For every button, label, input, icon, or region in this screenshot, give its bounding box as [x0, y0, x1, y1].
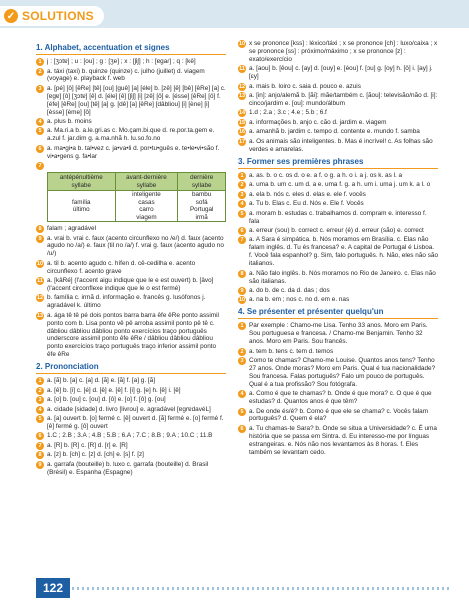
right-column	[238, 40, 438, 458]
answer-item	[36, 442, 226, 450]
answer-item	[238, 227, 438, 235]
exercise-number-badge: 5	[36, 415, 44, 423]
answer-text: Par exemple : Chamo-me Lisa. Tenho 33 anos. Moro em Paris. Sou portuguesa e francesa. / Chamo-me Benjamin. Tenho 32 anos. Moro em Paris. Sou francês.	[249, 322, 428, 346]
table-cell: viagem	[115, 214, 178, 222]
answer-item	[238, 83, 438, 91]
table-cell: inteligente	[115, 191, 178, 199]
exercise-number-badge: 14	[238, 110, 246, 117]
answer-item	[36, 277, 226, 293]
answer-list	[238, 172, 438, 305]
table-header-cell: dernière syllabe	[178, 173, 226, 191]
exercise-number-badge: 2	[238, 181, 246, 189]
answer-text: a. [pé] [ô] [êRe] [tê] [ou] [guê] [a] [éle] b. [zê] [ê] [bê] [êRe] [a] c. [ɐgɐ] [ô] [ʒɔtɐ] [ê] d. [éle] [ê] [ʃiʃ] [i] [zê] [ô] e. [ésse] [êRe] [ô] f. [éfe] [êRe] [ou] [tê] [a] g. [dê] [a] [êRe] [dâbliou] [i] [ène] [i] [èsse] [ème] [ô]	[47, 84, 226, 116]
answer-text: a. plus b. moins	[47, 117, 92, 125]
syllable-table	[47, 172, 226, 222]
exercise-number-badge: 2	[36, 68, 44, 76]
table-cell: último	[48, 206, 116, 214]
answer-item	[238, 181, 438, 189]
exercise-number-badge: 16	[238, 129, 246, 136]
answer-item	[36, 377, 226, 385]
answer-item	[238, 128, 438, 136]
exercise-number-badge: 1	[36, 377, 44, 385]
answer-text: a. A Sara é simpática. b. Nós moramos em Brasília. c. Elas não falam inglês. d. Tu és francesa? e. A capital de Portugal é Lisboa. f. Você fala espanhol? g. Sim, falo português. h. Não, eles não são italianos.	[249, 236, 439, 268]
answer-item	[238, 210, 438, 226]
exercise-number-badge: 10	[238, 41, 246, 47]
answer-item	[238, 287, 438, 295]
exercise-number-badge: 1	[238, 172, 246, 180]
exercise-number-badge: 9	[36, 235, 44, 243]
answer-text: a. erreur (sou) b. correct c. erreur (é) d. erreur (são) e. correct	[249, 226, 424, 234]
answer-item	[36, 235, 226, 259]
answer-item	[36, 127, 226, 143]
table-row	[48, 214, 226, 222]
exercise-number-badge: 8	[36, 225, 44, 233]
exercise-number-badge: 1	[238, 322, 246, 330]
exercise-number-badge: 4	[238, 200, 246, 208]
answer-item	[36, 68, 226, 84]
exercise-number-badge: 4	[36, 118, 44, 126]
table-row	[48, 191, 226, 199]
answer-text: a. informações b. anjo c. cão d. jardim e. viagem	[249, 118, 387, 126]
exercise-number-badge: 6	[238, 425, 246, 433]
answer-list	[238, 40, 438, 154]
answer-text: 1.C ; 2.B ; 3.A ; 4.B ; 5.B ; 6.A ; 7.C ; 8.B ; 9.A ; 10.C ; 11.B	[47, 432, 213, 440]
exercise-number-badge: 6	[238, 227, 246, 235]
answer-text: a. Os animais são inteligentes. b. Mas é incrível! c. As folhas são verdes e amarelas.	[249, 137, 433, 153]
answer-item	[238, 65, 438, 81]
solutions-tab	[0, 6, 104, 26]
answer-text: a. na b. em ; nos c. no d. em e. nas	[249, 296, 350, 304]
answer-item	[36, 145, 226, 161]
answer-text: a. [kâRé] (l'accent aigu indique que le e est ouvert) b. [âvo] (l'accent circonflexe indique que le o est fermé)	[47, 277, 214, 292]
answer-text: a. Ma.ri.a b. a.le.gri.as c. Mo.çam.bi.que d. re.por.ta.gem e. a.zul f. jar.dim g. a.ma.nhã h. lu.so.fo.no	[47, 127, 215, 143]
answer-text: a. garrafa (bouteille) b. luxo c. garrafa (bouteille) d. Brasil (Brésil) e. Espanha (Espagne)	[47, 460, 209, 476]
answer-item	[36, 451, 226, 459]
answer-item	[36, 406, 226, 414]
exercise-number-badge: 12	[238, 83, 246, 90]
answer-text: falam ; agradável	[47, 225, 97, 233]
exercise-number-badge: 2	[36, 387, 44, 395]
answer-text: a. [ã] b. [a] c. [a] d. [ã] e. [ã] f. [a] g. [ã]	[47, 377, 155, 385]
answer-item	[238, 172, 438, 180]
table-cell: família	[48, 199, 116, 207]
exercise-number-badge: 5	[238, 210, 246, 218]
answer-item	[36, 58, 226, 66]
answer-text: a. Como é que te chamas? b. Onde é que mora? c. O que é que estudas? d. Quantos anos é que têm?	[249, 390, 432, 406]
answer-text: a. vrai b. vrai c. faux (acento circunflexo no /e/) d. faux (acento agudo no /a/) e. faux (til no /a/) f. vrai g. faux (acento agudo no /u/)	[47, 234, 224, 258]
exercise-number-badge: 12	[36, 295, 44, 302]
exercise-number-badge: 15	[238, 119, 246, 126]
answer-item	[238, 40, 438, 64]
answer-item	[238, 109, 438, 117]
answer-text: j : [ʒɔtɐ] ; u : [ou] ; g : [ʒe] ; x : [ʃiʃ] ; h : [ɐgaɾ] ; q : [kê]	[47, 58, 196, 65]
answer-item	[238, 191, 438, 199]
answer-text: a. [z] b. [ch] c. [z] d. [ch] e. [s] f. [z]	[47, 451, 144, 459]
table-cell	[48, 191, 116, 199]
answer-text: x se prononce [kss] : léxico/táxi ; x se prononce [ch] : luxo/caixa ; x se prononce [ss] : próximo/máximo ; x se prononce [z] : exato/exercício	[249, 40, 438, 63]
answer-text: a. Tu chamas-te Sara? b. Onde se situa a Universidade? c. É uma história que se passa em Sintra. d. Eu interesso-me por línguas estrangeiras. e. Nós não nos levantamos às 8 horas. f. Eles também se levantam cedo.	[249, 424, 437, 456]
answer-item	[238, 408, 438, 424]
answer-item	[238, 357, 438, 389]
answer-text: a. [ê] b. [i] c. [é] d. [ê] e. [ê] f. [i] g. [e] h. [ê] i. [ê]	[47, 386, 181, 394]
answer-text: a. cidade [sidade] d. livro [livrou] e. agradável [ɐgrɐdavéL]	[47, 405, 211, 413]
answer-list	[36, 225, 226, 359]
table-cell	[48, 214, 116, 222]
exercise-number-badge: 4	[238, 390, 246, 398]
exercise-number-badge: 5	[36, 127, 44, 135]
exercise-number-badge: 6	[36, 432, 44, 440]
section-title: 2. Prononciation	[36, 362, 226, 374]
answer-text: a. táxi (taxi) b. quinze (quinze) c. julho (juillet) d. viagem (voyage) e. playback f. web	[47, 67, 205, 83]
exercise-number-badge: 4	[36, 406, 44, 414]
left-column	[36, 40, 226, 478]
answer-item	[36, 118, 226, 126]
answer-list	[238, 322, 438, 456]
answer-text: a. De onde és/é? b. Como é que ele se chama? c. Vocês falam português? d. Quem é ela?	[249, 407, 429, 423]
check-icon: ✓	[4, 9, 18, 23]
page-number: 122	[36, 578, 70, 598]
answer-text: Como te chamas? Chamo-me Louise. Quantos anos tens? Tenho 27 anos. Onde moras? Moro em Paris. Qual é tua nacionalidade? Sou francesa. Falas português? Falo um pouco de português. Qual é a tua profissão? Sou fotógrafa.	[249, 357, 436, 388]
section-title: 1. Alphabet, accentuation et signes	[36, 43, 226, 55]
exercise-number-badge: 1	[36, 58, 44, 66]
answer-text: a. [R] b. [R] c. [R] d. [r] e. [R]	[47, 441, 128, 449]
answer-text: a. uma b. um c. um d. a e. uma f. g. a h. um i. uma j. um k. a l. o	[249, 181, 431, 189]
answer-text: a. mais b. loiro c. saia d. pouco e. azuis	[249, 82, 361, 90]
answer-text: a. ága tê tê pé dois pontos barra barra êfe êRe ponto assimil ponto com b. Lisa ponto vê pê arroba assimil ponto pê tê c. dâbliou dâbliou dâbliou ponto exercícios traço português underscore assimil ponto êfe êRe / dâbliou dâbliou dâbliou ponto exercícios traço português traço inferior assimil ponto êfe êRe	[47, 311, 219, 359]
table-header-cell: avant-dernière syllabe	[115, 173, 178, 191]
exercise-number-badge: 3	[238, 357, 246, 365]
answer-text: a. as. b. o c. os d. o e. a f. o g. a h. o i. a j. os k. as l. a	[249, 171, 403, 179]
answer-list	[36, 377, 226, 477]
exercise-number-badge: 17	[238, 138, 246, 145]
table-cell: casas	[115, 199, 178, 207]
section-title: 3. Former ses premières phrases	[238, 157, 438, 169]
section-title: 4. Se présenter et présenter quelqu'un	[238, 307, 438, 319]
exercise-number-badge: 7	[238, 236, 246, 244]
page-title: SOLUTIONS	[22, 9, 94, 23]
exercise-number-badge: 7	[36, 442, 44, 450]
table-header-cell: antépénultième syllabe	[48, 173, 116, 191]
answer-text: a. [in]: anjo/alemã b. [ãi]: mãe/também c. [ãou]: televisão/não d. [i]: cinco/jardim e. [ou]: mundo/álbum	[249, 92, 438, 107]
answer-text: 1.d ; 2.a ; 3.c ; 4.e ; 5.b ; 6.f	[249, 109, 327, 117]
exercise-number-badge: 3	[36, 396, 44, 404]
exercise-number-badge: 3	[238, 191, 246, 199]
answer-text: a. moram b. estudas c. trabalhamos d. compram e. interesso f. fala	[249, 209, 427, 225]
exercise-number-badge: 10	[238, 297, 246, 304]
answer-text: b. família c. irmã d. informação e. francês g. lusófonos j. agradável k. último	[47, 294, 206, 310]
answer-text: a. ma•gi•a b. tal•vez c. ja•va•li d. por•tu•guês e. te•le•vi•são f. vi•a•gens g. fa•lar	[47, 144, 220, 160]
exercise-number-badge: 7	[36, 162, 44, 170]
answer-item	[238, 296, 438, 304]
answer-text: a. tem b. tens c. tem d. temos	[249, 347, 334, 355]
answer-text: a. amanhã b. jardim c. tempo d. contente e. mundo f. samba	[249, 128, 420, 136]
answer-item	[36, 432, 226, 440]
table-row	[48, 199, 226, 207]
exercise-number-badge: 5	[238, 408, 246, 416]
exercise-number-badge: 6	[36, 145, 44, 153]
exercise-number-badge: 9	[238, 287, 246, 295]
footer-dotted-rule	[72, 587, 452, 590]
exercise-number-badge: 10	[36, 260, 44, 267]
answer-item	[36, 260, 226, 276]
exercise-number-badge: 11	[37, 278, 43, 285]
table-cell: irmã	[178, 214, 226, 222]
exercise-number-badge: 13	[36, 312, 44, 319]
answer-text: a. [aou] b. [êou] c. [ay] d. [ouy] e. [éou] f. [ɔu] g. [oy] h. [ô] i. [ay] j. [ɛy]	[249, 65, 433, 81]
answer-item	[238, 322, 438, 346]
table-cell: bambu	[178, 191, 226, 199]
answer-item	[238, 92, 438, 108]
answer-item	[36, 461, 226, 477]
exercise-number-badge: 2	[238, 348, 246, 356]
answer-text: a. Tu b. Elas c. Eu d. Nós e. Ele f. Vocês	[249, 200, 364, 208]
answer-item	[238, 425, 438, 457]
answer-item	[36, 162, 226, 170]
exercise-number-badge: 11	[239, 66, 245, 73]
answer-item	[36, 225, 226, 233]
answer-list	[36, 58, 226, 170]
answer-item	[238, 138, 438, 154]
exercise-number-badge: 8	[36, 451, 44, 459]
answer-item	[238, 390, 438, 406]
answer-item	[36, 415, 226, 431]
answer-item	[238, 236, 438, 268]
table-cell: carro	[115, 206, 178, 214]
answer-item	[238, 348, 438, 356]
table-cell: Portugal	[178, 206, 226, 214]
table-cell: sofá	[178, 199, 226, 207]
exercise-number-badge: 13	[238, 93, 246, 100]
answer-item	[238, 200, 438, 208]
answer-text: a. [a] ouvert b. [o] fermé c. [ê] ouvert d. [ã] fermé e. [o] fermé f. [ê] fermé g. [ô] ouvert	[47, 415, 224, 431]
answer-item	[36, 312, 226, 359]
exercise-number-badge: 9	[36, 461, 44, 469]
answer-item	[36, 85, 226, 117]
exercise-number-badge: 3	[36, 85, 44, 93]
answer-item	[36, 387, 226, 395]
answer-item	[238, 119, 438, 127]
answer-text: a. [o] b. [ou] c. [ou] d. [ô] e. [o] f. [ô] g. [ou]	[47, 396, 166, 404]
table-row	[48, 206, 226, 214]
exercise-number-badge: 8	[238, 270, 246, 278]
answer-item	[36, 294, 226, 310]
answer-text: a. ela b. nós c. eles d. elas e. ele f. vocês	[249, 190, 366, 198]
answer-text: a. Não falo inglês. b. Nós moramos no Rio de Janeiro. c. Elas não são italianas.	[249, 269, 436, 285]
answer-item	[238, 270, 438, 286]
answer-text: a. do b. de c. da d. das ; dos	[249, 286, 330, 294]
answer-text: a. til b. acento agudo c. hífen d. cê-cedilha e. acento circunflexo f. acento grave	[47, 259, 196, 275]
answer-item	[36, 396, 226, 404]
